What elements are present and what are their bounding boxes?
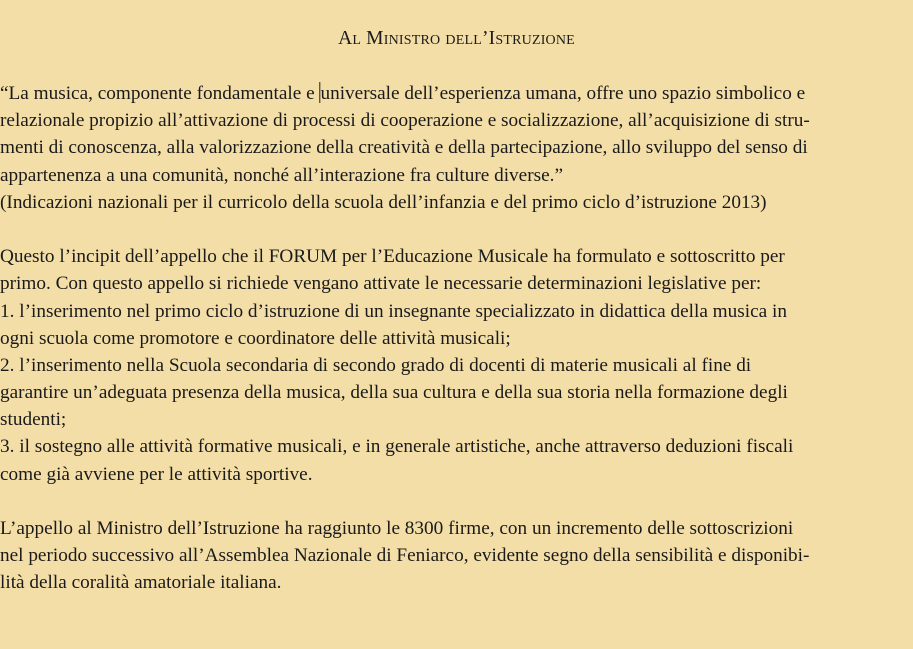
text-line: 2. l’inserimento nella Scuola secondaria di secondo grado di docenti di materie musicali al fine di — [0, 354, 752, 376]
text-line: (Indicazioni nazionali per il curricolo della scuola dell’infanzia e del primo ciclo d’istruzione 2013) — [0, 191, 767, 213]
text-line: nel periodo successivo all’Assemblea Nazionale di Feniarco, evidente segno della sensibilità e disponibi- — [0, 545, 810, 567]
text-line: 1. l’inserimento nel primo ciclo d’istruzione di un insegnante specializzato in didattica della musica in — [0, 300, 787, 322]
text-line: Questo l’incipit dell’appello che il FORUM per l’Educazione Musicale ha formulato e sottoscritto per — [0, 246, 785, 268]
paragraph-gap — [0, 488, 911, 515]
text-line — [0, 80, 909, 107]
text-line: studenti; — [0, 409, 67, 431]
text-line: 3. il sostegno alle attività formative musicali, e in generale artistiche, anche attraverso deduzioni fiscali — [0, 436, 794, 458]
quote-text-end: universale dell’esperienza umana, offre uno spazio simbolico e — [320, 83, 806, 104]
text-line: come già avviene per le attività sportive. — [0, 463, 313, 485]
document-body[interactable] — [0, 80, 911, 597]
text-line: garantire un’adeguata presenza della musica, della sua cultura e della sua storia nella formazione degli — [0, 382, 788, 404]
text-line: appartenenza a una comunità, nonché all’interazione fra culture diverse.” — [0, 164, 563, 186]
paragraph-gap — [0, 216, 911, 243]
quote-text-start: “La musica, componente fondamentale e — [0, 83, 320, 104]
text-line: ogni scuola come promotore e coordinatore delle attività musicali; — [0, 327, 511, 349]
text-line: relazionale propizio all’attivazione di processi di cooperazione e socializzazione, all’acquisizione di stru- — [0, 110, 810, 132]
text-line: lità della coralità amatoriale italiana. — [0, 572, 282, 594]
text-line: L’appello al Ministro dell’Istruzione ha raggiunto le 8300 firme, con un incremento delle sottoscrizioni — [0, 518, 794, 539]
document-title: Al Ministro dell’Istruzione — [338, 28, 575, 49]
text-line: menti di conoscenza, alla valorizzazione della creatività e della partecipazione, allo sviluppo del senso di — [0, 137, 808, 159]
text-line: primo. Con questo appello si richiede vengano attivate le necessarie determinazioni legislative per: — [0, 273, 762, 295]
